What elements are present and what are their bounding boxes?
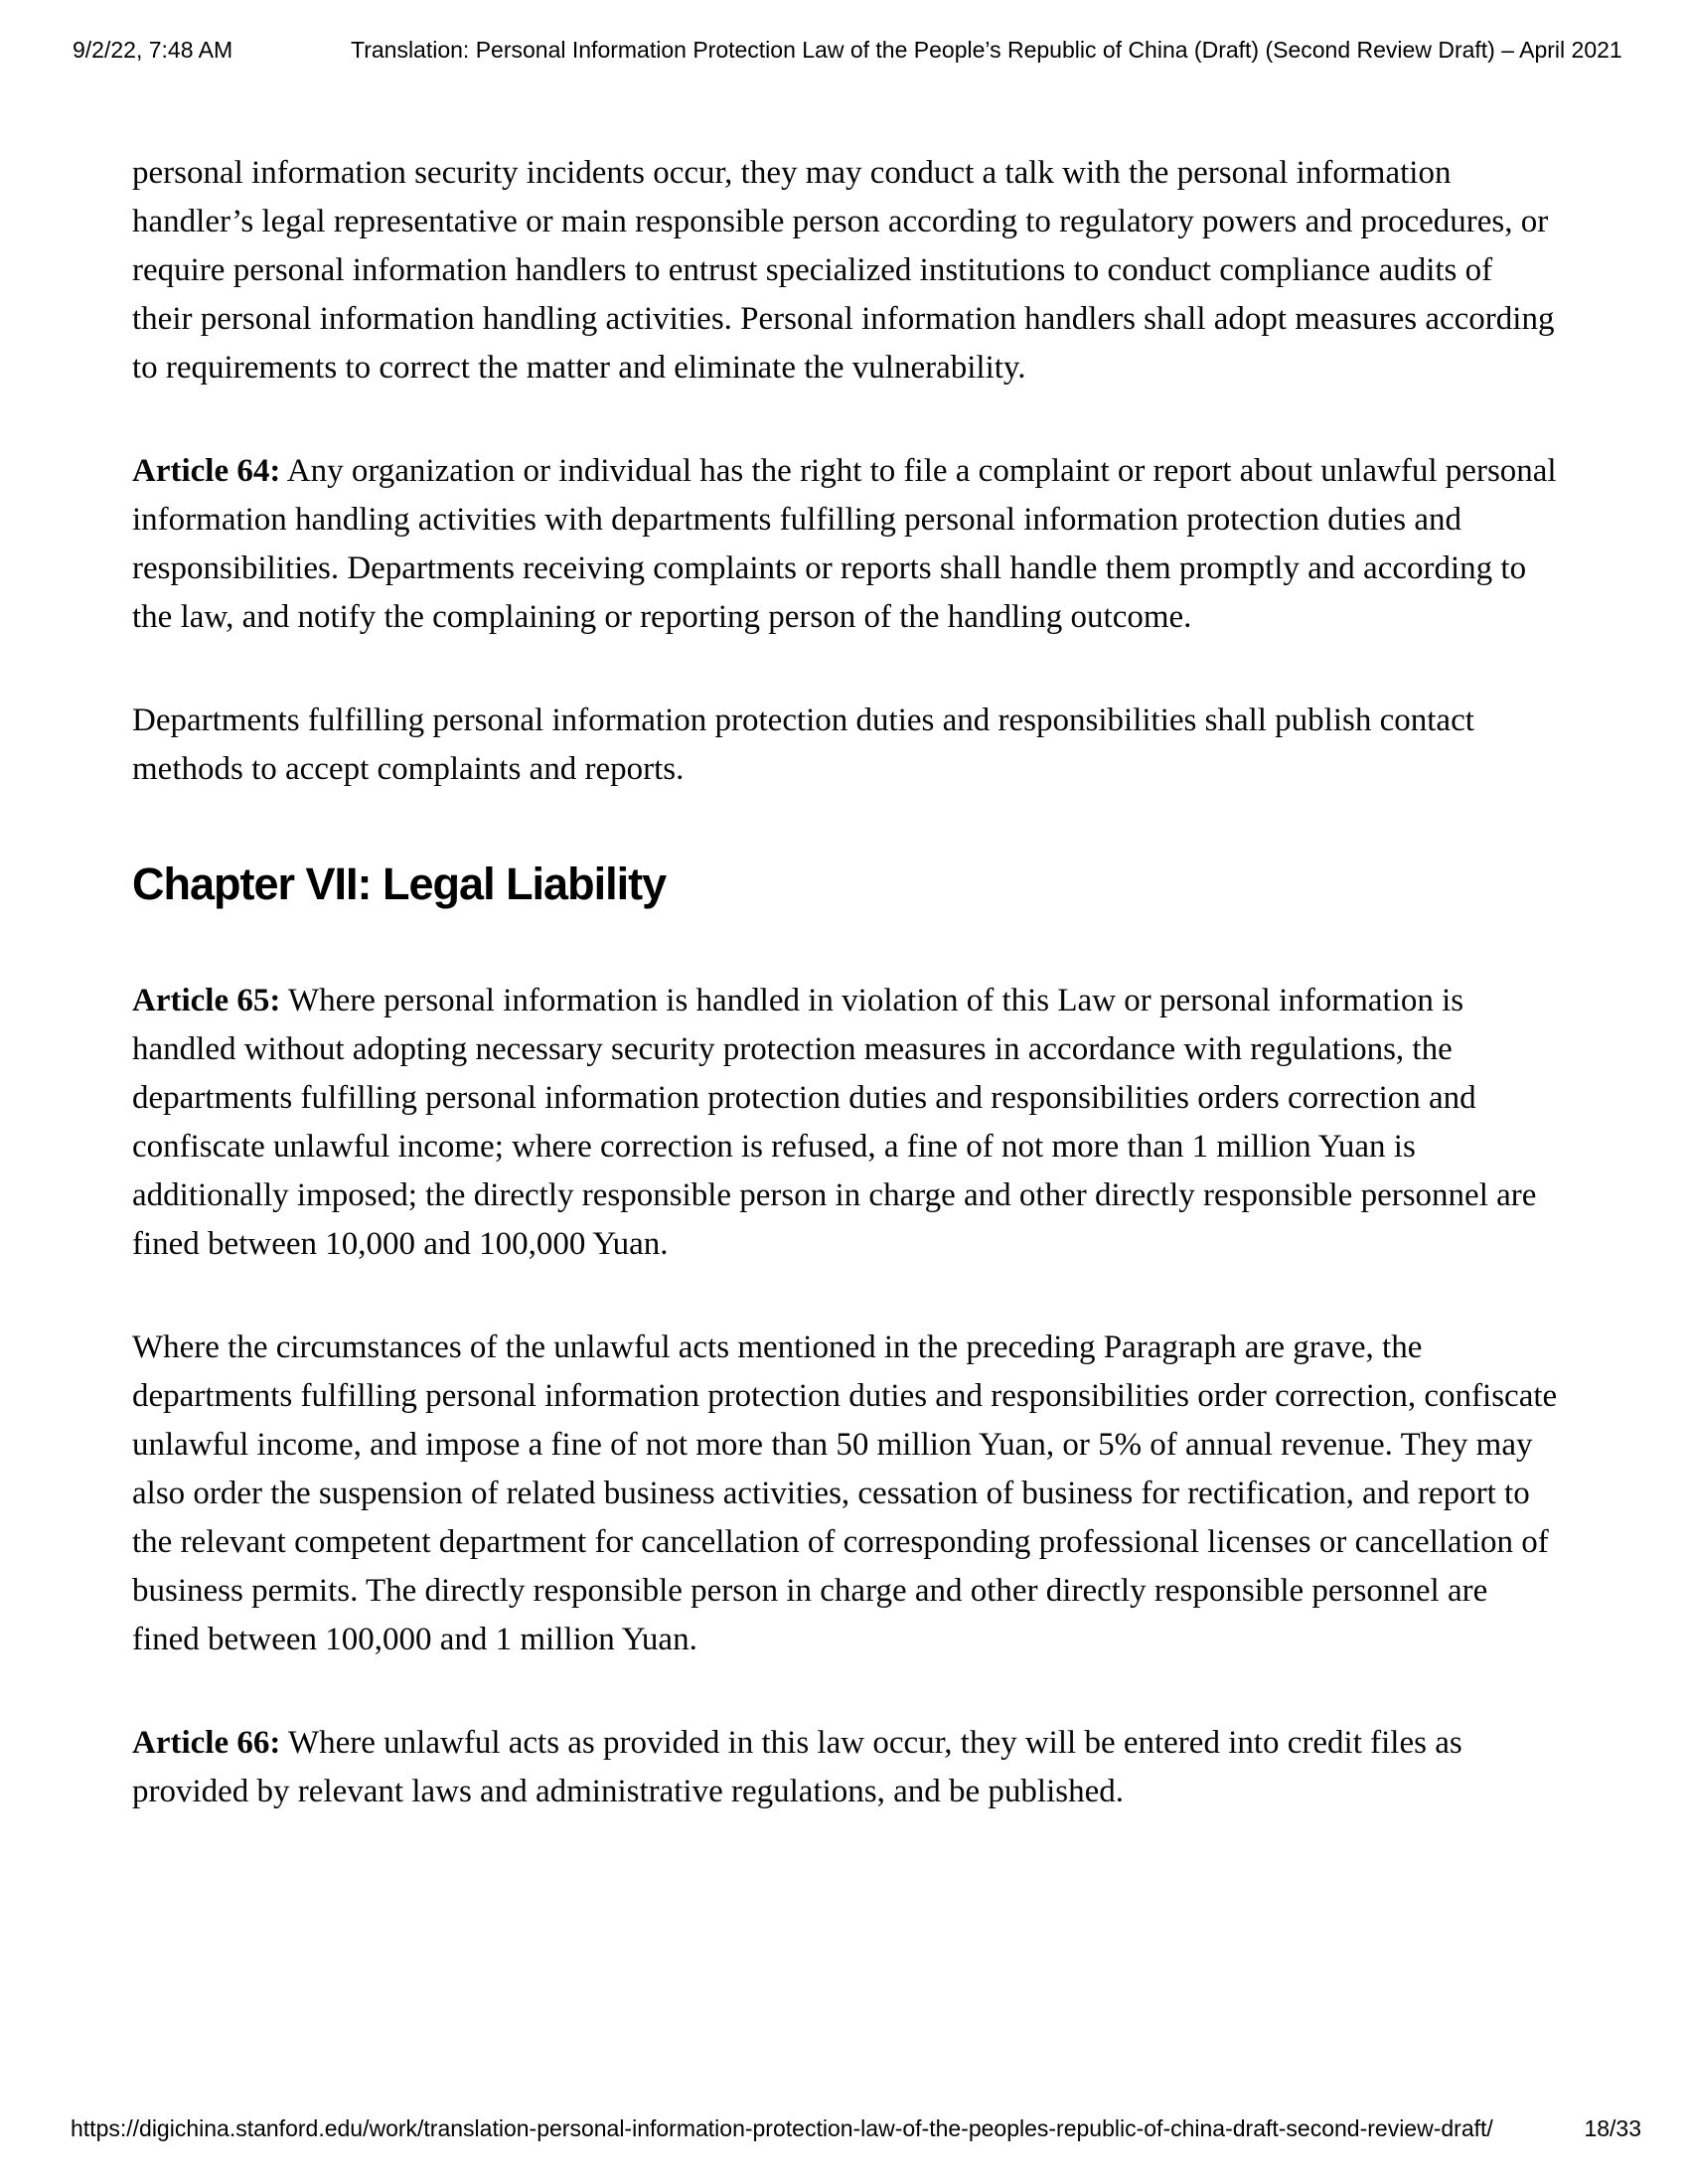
print-header-document-title: Translation: Personal Information Protection Law of the People’s Republic of China (Draft) (Second Review Draft) – April 2021 (351, 37, 1622, 63)
print-footer-url: https://digichina.stanford.edu/work/translation-personal-information-protection-law-of-the-peoples-republic-of-china-draft-second-review-draft/ (71, 2115, 1493, 2141)
paragraph-grave-circumstances: Where the circumstances of the unlawful acts mentioned in the preceding Paragraph are grave, the departments fulfilling personal information protection duties and responsibilities order correction, confiscate unlawful income, and impose a fine of not more than 50 million Yuan, or 5% of annual revenue. They may also order the suspension of related business activities, cessation of business for rectification, and report to the relevant competent department for cancellation of corresponding professional licenses or cancellation of business permits. The directly responsible person in charge and other directly responsible personnel are fined between 100,000 and 1 million Yuan. (132, 1329, 1558, 1657)
paragraph-article-64 (132, 447, 1560, 642)
article-64-text: Any organization or individual has the right to file a complaint or report about unlawful personal information handling activities with departments fulfilling personal information protection duties and responsibilities. Departments receiving complaints or reports shall handle them promptly and according to the law, and notify the complaining or reporting person of the handling outcome. (132, 453, 1557, 635)
article-65-label: Article 65: (132, 983, 281, 1018)
print-footer-page-indicator: 18/33 (1584, 2115, 1641, 2141)
article-65-text: Where personal information is handled in violation of this Law or personal information is handled without adopting necessary security protection measures in accordance with regulations, the departments fulfilling personal information protection duties and responsibilities orders correction and confiscate unlawful income; where correction is refused, a fine of not more than 1 million Yuan is additionally imposed; the directly responsible person in charge and other directly responsible personnel are fined between 10,000 and 100,000 Yuan. (132, 983, 1537, 1262)
article-64-label: Article 64: (132, 453, 281, 489)
paragraph-departments-publish: Departments fulfilling personal information protection duties and responsibilities shall publish contact methods to accept complaints and reports. (132, 702, 1474, 787)
paragraph-article-65 (132, 977, 1560, 1269)
article-66-label: Article 66: (132, 1725, 281, 1761)
document-body (132, 149, 1560, 1871)
paragraph-continuation: personal information security incidents occur, they may conduct a talk with the personal information handler’s legal representative or main responsible person according to regulatory powers and procedures, or require personal information handlers to entrust specialized institutions to conduct compliance audits of their personal information handling activities. Personal information handlers shall adopt measures according to requirements to correct the matter and eliminate the vulnerability. (132, 155, 1555, 386)
paragraph-article-66 (132, 1719, 1560, 1816)
chapter-heading: Chapter VII: Legal Liability (132, 858, 667, 909)
print-header-datetime: 9/2/22, 7:48 AM (73, 37, 233, 63)
article-66-text: Where unlawful acts as provided in this law occur, they will be entered into credit files as provided by relevant laws and administrative regulations, and be published. (132, 1725, 1462, 1809)
